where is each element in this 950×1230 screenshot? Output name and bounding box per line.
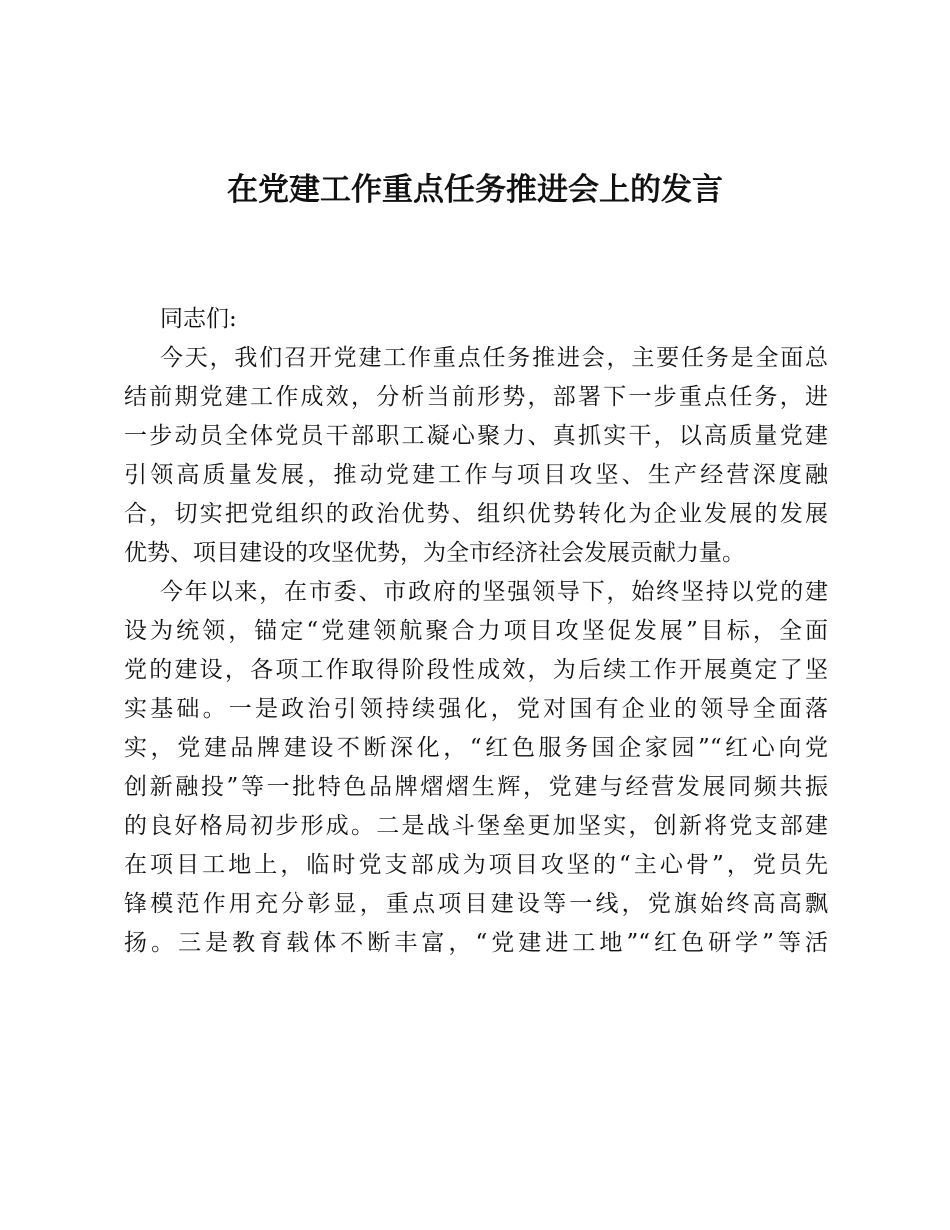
paragraph-1-line-3: 一步动员全体党员干部职工凝心聚力、真抓实干，以高质量党建 [124, 423, 828, 449]
document-title: 在党建工作重点任务推进会上的发言 [227, 172, 723, 208]
salutation: 同志们: [160, 306, 237, 332]
paragraph-2-line-6: 创新融投”等一批特色品牌熠熠生辉，党建与经营发展同频共振 [124, 774, 828, 800]
paragraph-1-line-6: 优势、项目建设的攻坚优势，为全市经济社会发展贡献力量。 [124, 540, 745, 566]
paragraph-2-line-3: 党的建设，各项工作取得阶段性成效，为后续工作开展奠定了坚 [124, 657, 828, 683]
paragraph-1-line-4: 引领高质量发展，推动党建工作与项目攻坚、生产经营深度融 [124, 462, 828, 488]
paragraph-2-line-7: 的良好格局初步形成。二是战斗堡垒更加坚实，创新将党支部建 [124, 813, 828, 839]
document-body [124, 300, 828, 963]
paragraph-2-line-5: 实，党建品牌建设不断深化，“红色服务国企家园”“红心向党 [124, 735, 828, 761]
paragraph-2-line-8: 在项目工地上，临时党支部成为项目攻坚的“主心骨”，党员先 [124, 852, 828, 878]
paragraph-2-line-4: 实基础。一是政治引领持续强化，党对国有企业的领导全面落 [124, 696, 828, 722]
paragraph-2-line-9: 锋模范作用充分彰显，重点项目建设等一线，党旗始终高高飘 [124, 891, 828, 917]
paragraph-2-line-10: 扬。三是教育载体不断丰富，“党建进工地”“红色研学”等活 [124, 930, 828, 956]
paragraph-1-line-2: 结前期党建工作成效，分析当前形势，部署下一步重点任务，进 [124, 384, 828, 410]
paragraph-2-line-2: 设为统领，锚定“党建领航聚合力项目攻坚促发展”目标，全面 [124, 618, 828, 644]
paragraph-2-line-1: 今年以来，在市委、市政府的坚强领导下，始终坚持以党的建 [160, 579, 828, 605]
paragraph-1-line-5: 合，切实把党组织的政治优势、组织优势转化为企业发展的发展 [124, 501, 828, 527]
paragraph-1-line-1: 今天，我们召开党建工作重点任务推进会，主要任务是全面总 [160, 345, 828, 371]
